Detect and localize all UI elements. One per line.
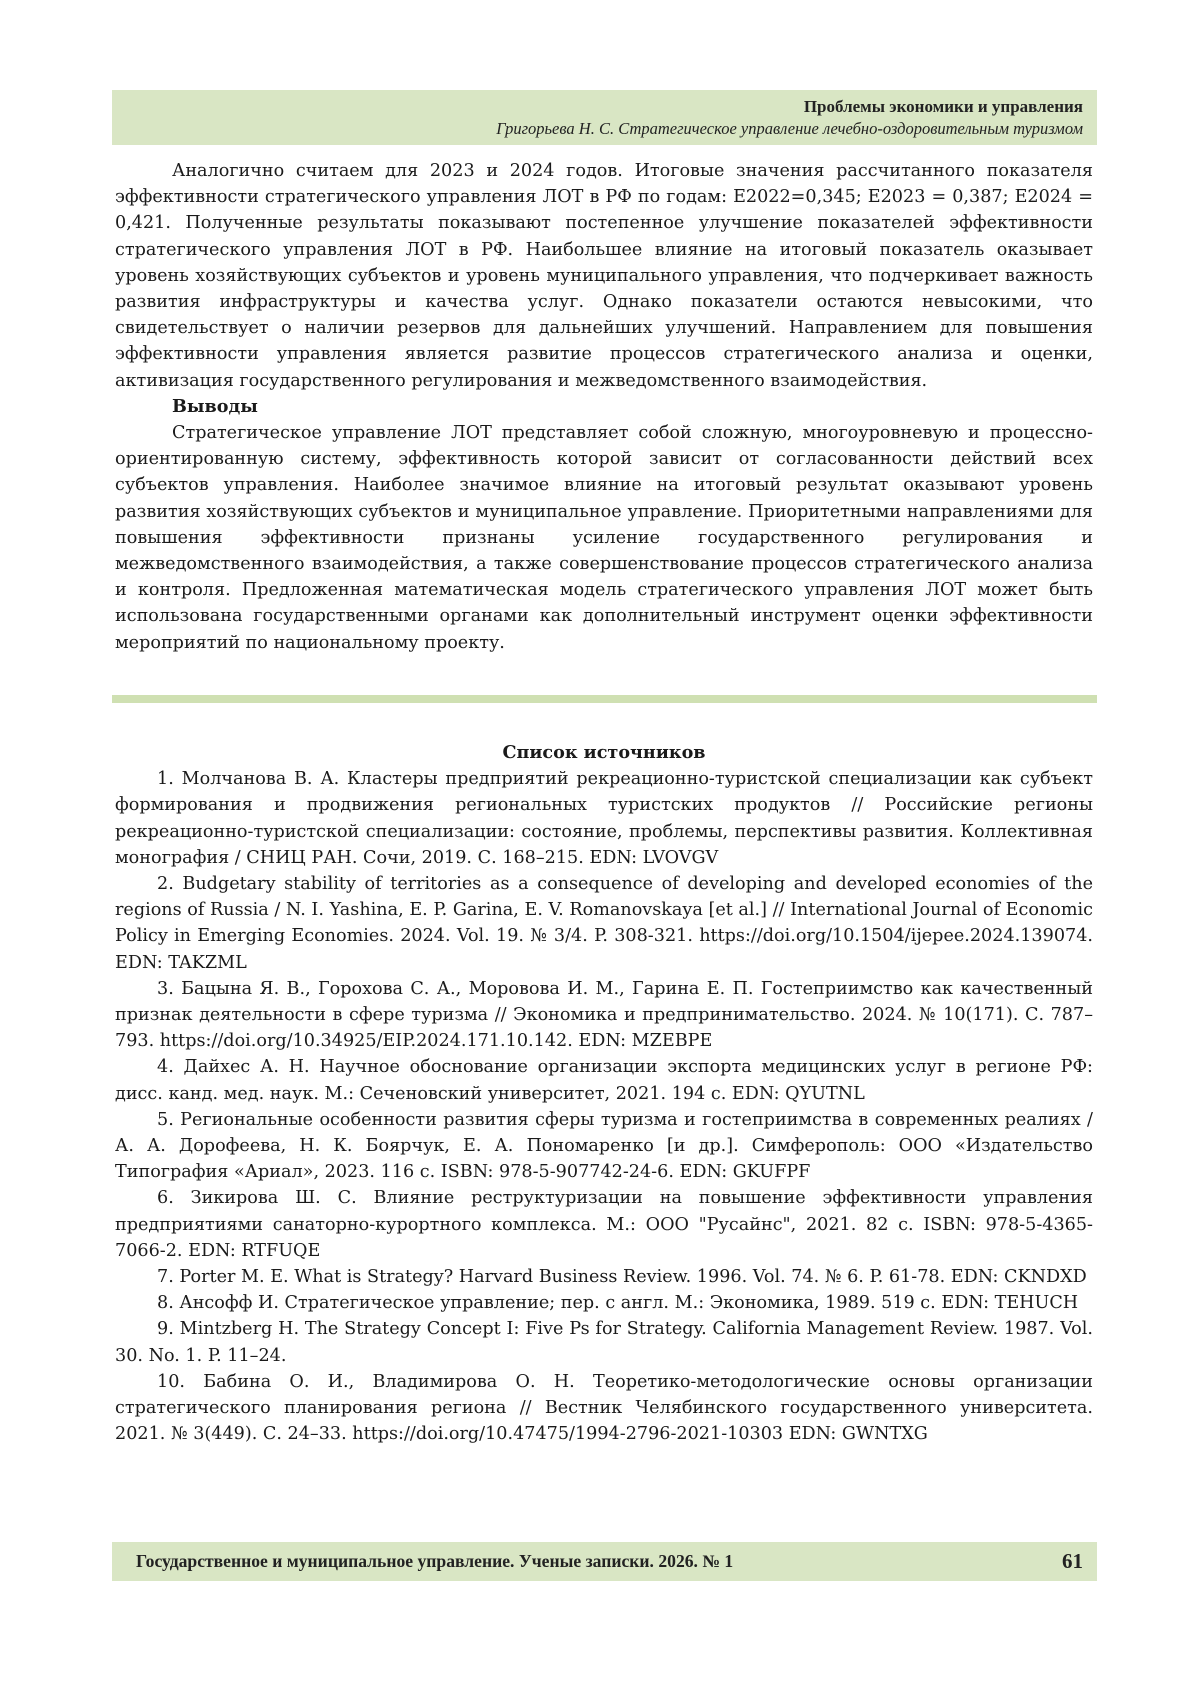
article-body: [115, 158, 1093, 656]
body-paragraph: Аналогично считаем для 2023 и 2024 годов. Итоговые значения рассчитанного показателя эффективности стратегического управления ЛОТ в РФ по годам: E2022=0,345; E2023 = 0,387; E2024 = 0,421. Полученные результаты показывают постепенное улучшение показателей эффективности стратегического управления ЛОТ в РФ. Наибольшее влияние на итоговый показатель оказывает уровень хозяйствующих субъектов и уровень муниципального управления, что подчеркивает важность развития инфраструктуры и качества услуг. Однако показатели остаются невысокими, что свидетельствует о наличии резервов для дальнейших улучшений. Направлением для повышения эффективности управления является развитие процессов стратегического анализа и оценки, активизация государственного регулирования и межведомственного взаимодействия.: [115, 161, 1093, 391]
references-heading: Список источников: [502, 742, 706, 763]
references-section: [115, 740, 1093, 1447]
reference-item: 3. Бацына Я. В., Горохова С. А., Моровова И. М., Гарина Е. П. Гостеприимство как качественный признак деятельности в сфере туризма // Экономика и предпринимательство. 2024. № 10(171). С. 787–793. https://doi.org/10.34925/EIP.2024.171.10.142. EDN: MZEBPE: [115, 978, 1093, 1052]
conclusions-heading: Выводы: [172, 395, 258, 417]
reference-item: 7. Porter M. E. What is Strategy? Harvard Business Review. 1996. Vol. 74. № 6. P. 61-78. EDN: CKNDXD: [157, 1267, 1087, 1288]
reference-item: 8. Ансофф И. Стратегическое управление; пер. с англ. М.: Экономика, 1989. 519 с. EDN: TEHUCH: [157, 1293, 1079, 1314]
footer-journal-title: Государственное и муниципальное управление. Ученые записки. 2026. № 1: [136, 1551, 734, 1571]
running-footer: [112, 1542, 1097, 1581]
reference-item: 4. Дайхес А. Н. Научное обоснование организации экспорта медицинских услуг в регионе РФ: дисс. канд. мед. наук. М.: Сеченовский университет, 2021. 194 с. EDN: QYUTNL: [115, 1057, 1093, 1104]
reference-item: 2. Budgetary stability of territories as a consequence of developing and developed economies of the regions of Russia / N. I. Yashina, E. P. Garina, E. V. Romanovskaya [et al.] // International Journal of Economic Policy in Emerging Economies. 2024. Vol. 19. № 3/4. P. 308-321. https://doi.org/10.1504/ijepee.2024.139074. EDN: TAKZML: [115, 874, 1093, 973]
article-running-title: Григорьева Н. С. Стратегическое управление лечебно-оздоровительным туризмом: [496, 119, 1083, 138]
running-header: [112, 90, 1097, 145]
reference-item: 10. Бабина О. И., Владимирова О. Н. Теоретико-методологические основы организации стратегического планирования региона // Вестник Челябинского государственного университета. 2021. № 3(449). С. 24–33. https://doi.org/10.47475/1994-2796-2021-10303 EDN: GWNTXG: [115, 1371, 1093, 1445]
journal-section-title: Проблемы экономики и управления: [803, 97, 1083, 116]
reference-item: 1. Молчанова В. А. Кластеры предприятий рекреационно-туристской специализации как субъект формирования и продвижения региональных туристских продуктов // Российские регионы рекреационно-туристской специализации: состояние, проблемы, перспективы развития. Коллективная монография / СНИЦ РАН. Сочи, 2019. С. 168–215. EDN: LVOVGV: [115, 769, 1093, 868]
section-divider: [112, 695, 1097, 703]
page-number: 61: [1062, 1549, 1083, 1573]
reference-item: 6. Зикирова Ш. С. Влияние реструктуризации на повышение эффективности управления предприятиями санаторно-курортного комплекса. М.: ООО "Русайнс", 2021. 82 с. ISBN: 978-5-4365-7066-2. EDN: RTFUQE: [115, 1188, 1093, 1261]
conclusions-paragraph: Стратегическое управление ЛОТ представляет собой сложную, многоуровневую и процессно-ориентированную систему, эффективность которой зависит от согласованности действий всех субъектов управления. Наиболее значимое влияние на итоговый результат оказывают уровень развития хозяйствующих субъектов и муниципальное управление. Приоритетными направлениями для повышения эффективности признаны усиление государственного регулирования и межведомственного взаимодействия, а также совершенствование процессов стратегического анализа и контроля. Предложенная математическая модель стратегического управления ЛОТ может быть использована государственными органами как дополнительный инструмент оценки эффективности мероприятий по национальному проекту.: [115, 423, 1093, 653]
reference-item: 9. Mintzberg H. The Strategy Concept I: Five Ps for Strategy. California Management Review. 1987. Vol. 30. No. 1. P. 11–24.: [115, 1319, 1093, 1366]
reference-item: 5. Региональные особенности развития сферы туризма и гостеприимства в современных реалиях / А. А. Дорофеева, Н. К. Боярчук, Е. А. Пономаренко [и др.]. Симферополь: ООО «Издательство Типография «Ариал», 2023. 116 с. ISBN: 978-5-907742-24-6. EDN: GKUFPF: [115, 1109, 1093, 1183]
